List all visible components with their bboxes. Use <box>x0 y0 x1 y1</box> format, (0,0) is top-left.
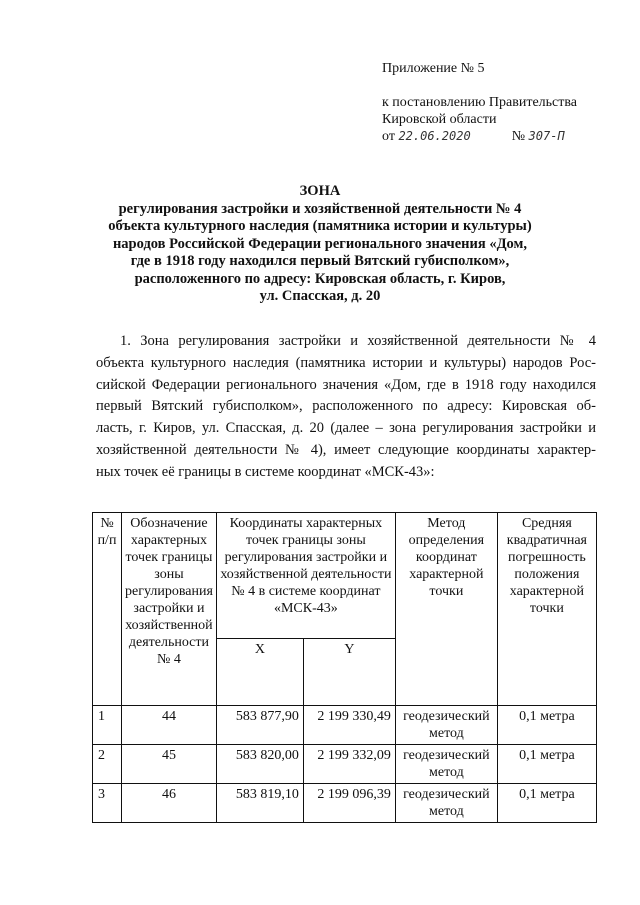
body-line: объекта культурного наследия (памятника истории и культуры) народов Рос- <box>96 354 596 371</box>
decree-date-row <box>382 128 565 145</box>
cell-method: геодезический метод <box>395 745 497 784</box>
header-coordinates: Координаты характерных точек границы зоны регулирования застройки и хозяйственной деятельности № 4 в системе координат «МСК-43» <box>216 513 395 639</box>
title-line-3: объекта культурного наследия (памятника истории и культуры) <box>108 218 532 234</box>
number-label: № <box>511 129 526 144</box>
header-method: Метод определения координат характерной точки <box>395 513 497 706</box>
title-line-7: ул. Спасская, д. 20 <box>259 288 381 304</box>
cell-error: 0,1 метра <box>497 706 596 745</box>
header-x: X <box>216 638 303 705</box>
appendix-label: Приложение № 5 <box>382 61 485 76</box>
header-y: Y <box>303 638 395 705</box>
table-row <box>93 706 597 745</box>
cell-method: геодезический метод <box>395 784 497 823</box>
title-line-2: регулирования застройки и хозяйственной деятельности № 4 <box>118 201 522 217</box>
cell-x: 583 820,00 <box>216 745 303 784</box>
cell-error: 0,1 метра <box>497 784 596 823</box>
cell-method: геодезический метод <box>395 706 497 745</box>
decree-line-1: к постановлению Правительства <box>382 95 578 110</box>
header-num: № п/п <box>93 513 122 706</box>
body-line: ласть, г. Киров, ул. Спасская, д. 20 (далее – зона регулирования застройки и <box>96 420 596 437</box>
table-row <box>93 745 597 784</box>
title-line-4: народов Российской Федерации регионального значения «Дом, <box>112 236 528 252</box>
body-line: сийской Федерации регионального значения «Дом, где в 1918 году находился <box>96 376 596 393</box>
cell-point: 46 <box>122 784 217 823</box>
body-line: хозяйственной деятельности № 4), имеет следующие координаты характер- <box>96 441 596 458</box>
cell-num: 1 <box>93 706 122 745</box>
cell-x: 583 819,10 <box>216 784 303 823</box>
decree-date: 22.06.2020 <box>398 129 471 143</box>
cell-x: 583 877,90 <box>216 706 303 745</box>
cell-error: 0,1 метра <box>497 745 596 784</box>
coordinates-table <box>92 512 597 823</box>
cell-point: 44 <box>122 706 217 745</box>
from-label: от <box>382 129 395 144</box>
title-line-6: расположенного по адресу: Кировская область, г. Киров, <box>134 271 506 287</box>
table-row <box>93 784 597 823</box>
decree-line-2: Кировской области <box>382 112 497 127</box>
cell-y: 2 199 330,49 <box>303 706 395 745</box>
header-error: Средняя квадратичная погрешность положения характерной точки <box>497 513 596 706</box>
cell-y: 2 199 096,39 <box>303 784 395 823</box>
body-line: 1. Зона регулирования застройки и хозяйственной деятельности № 4 <box>120 333 596 349</box>
body-line: первый Вятский губисполком», расположенного по адресу: Кировская об- <box>96 398 596 415</box>
header-designation: Обозначение характерных точек границы зоны регулирования застройки и хозяйственной деятельности № 4 <box>122 513 217 706</box>
body-line: ных точек её границы в системе координат «МСК-43»: <box>96 463 435 480</box>
cell-num: 3 <box>93 784 122 823</box>
cell-y: 2 199 332,09 <box>303 745 395 784</box>
cell-point: 45 <box>122 745 217 784</box>
doc-title: ЗОНА <box>299 183 341 199</box>
cell-num: 2 <box>93 745 122 784</box>
decree-number: 307-П <box>528 129 565 143</box>
body-paragraph <box>96 331 596 484</box>
table-header-row <box>93 513 597 639</box>
title-line-5: где в 1918 году находился первый Вятский губисполком», <box>130 253 510 269</box>
